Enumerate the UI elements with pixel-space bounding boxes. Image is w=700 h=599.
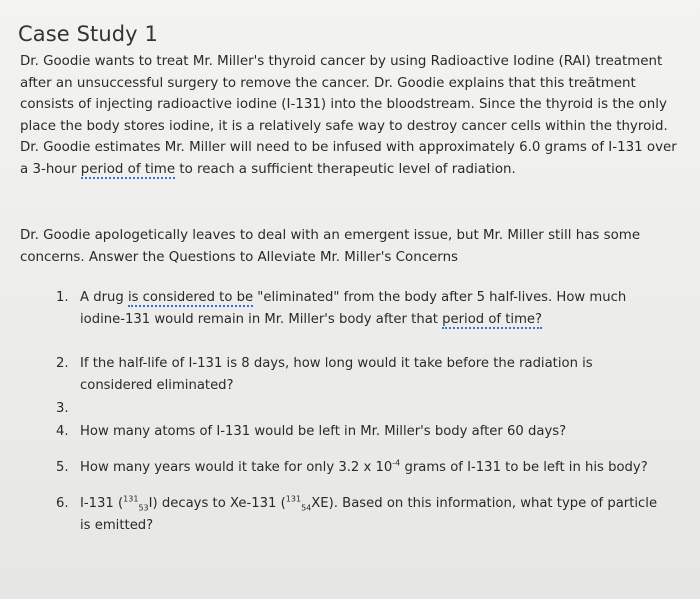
concerns-paragraph: Dr. Goodie apologetically leaves to deal with an emergent issue, but Mr. Miller still has some concerns. Answer the Questions to Alleviate Mr. Miller's Concerns <box>20 228 641 265</box>
exponent: -4 <box>392 458 401 468</box>
question-text: How many atoms of I-131 would be left in Mr. Miller's body after 60 days? <box>80 424 567 439</box>
question-4 <box>56 421 660 443</box>
question-text-part: I) decays to Xe-131 ( <box>148 496 286 511</box>
case-intro-paragraph <box>20 51 680 181</box>
question-6 <box>56 493 660 537</box>
question-text-part: grams of I-131 to be left in his body? <box>400 460 648 475</box>
question-3 <box>56 398 80 420</box>
question-text-part: A drug <box>80 290 128 305</box>
question-5 <box>56 457 660 479</box>
question-number: 3. <box>56 401 69 416</box>
question-number: 5. <box>56 460 69 475</box>
intro-text-part1: Dr. Goodie wants to treat Mr. Miller's thyroid cancer by using Radioactive Iodine (RAI) treatment after an unsuccessful surgery to remove the cancer. Dr. Goodie explains that this treătment consists of injecting radioactive iodine (I-131) into the bloodstream. Since the thyroid is the only place the body stores iodine, it is a relatively safe way to destroy cancer cells within the thyroid. Dr. Goodie estimates Mr. Miller will need to be infused with approximately 6.0 grams of I-131 over a 3-hour <box>20 54 677 177</box>
page-title: Case Study 1 <box>18 22 158 46</box>
question-number: 2. <box>56 356 69 371</box>
question-text <box>80 287 660 331</box>
question-text <box>80 457 660 479</box>
intro-text-part2: to reach a sufficient therapeutic level of radiation. <box>175 161 516 177</box>
question-number: 4. <box>56 424 69 439</box>
question-text-part: "eliminated" from the body after 5 half-lives. How much iodine-131 would remain in Mr. Miller's body after that <box>80 290 627 327</box>
question-number: 6. <box>56 496 69 511</box>
question-text: If the half-life of I-131 is 8 days, how long would it take before the radiation is considered eliminated? <box>80 356 593 393</box>
question-number: 1. <box>56 290 69 305</box>
mass-number: 131 <box>123 494 139 504</box>
spellcheck-underline-period: period of time? <box>442 312 543 327</box>
question-2 <box>56 353 660 397</box>
mass-number: 131 <box>285 494 302 504</box>
atomic-number: 54 <box>301 503 312 513</box>
question-1 <box>56 287 660 331</box>
atomic-number: 53 <box>138 503 149 513</box>
spellcheck-underline-period-of-time: period of time <box>80 161 176 177</box>
spellcheck-underline-considered: is considered to be <box>127 290 254 305</box>
question-text-part: XE). Based on this information, what type of particle is emitted? <box>80 496 658 533</box>
question-text-part: How many years would it take for only 3.2 x 10 <box>80 460 393 475</box>
question-text-part: I-131 ( <box>80 496 124 511</box>
question-text <box>80 493 660 537</box>
